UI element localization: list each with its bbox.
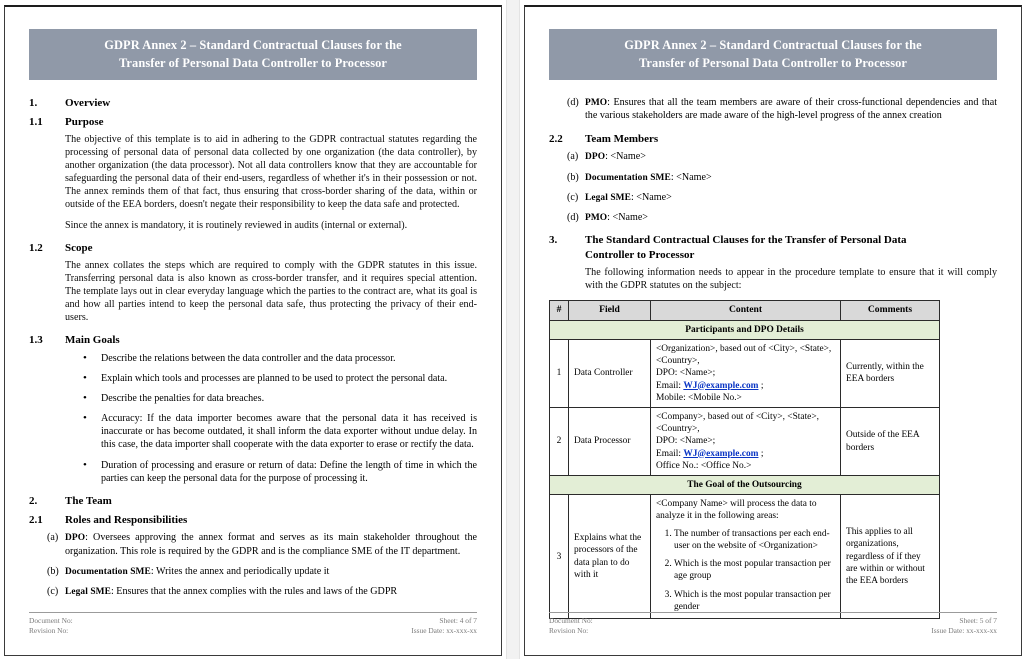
footer-issue-date: Issue Date: xx-xxx-xx: [931, 626, 997, 636]
column-header-comments: Comments: [841, 301, 940, 320]
item-text: : Ensures that the annex complies with the rules and laws of the GDPR: [110, 586, 398, 598]
item-text: : <Name>: [607, 212, 648, 224]
heading-number: 1.: [29, 97, 38, 110]
item-role: Documentation SME: [585, 172, 671, 183]
page-footer-left: [29, 612, 477, 637]
list-item: • Duration of processing and erasure or return of data: Define the length of time in which the parties can keep the personal data for the purpose of processing it.: [101, 459, 477, 485]
cell-comments: This applies to all organizations, regardless of if they are within or without the EEA borders: [841, 495, 940, 619]
footer-issue-date: Issue Date: xx-xxx-xx: [411, 626, 477, 636]
content-line-email: [656, 448, 835, 460]
heading-1-2-scope: [29, 241, 477, 256]
cell-content: [651, 407, 841, 475]
page-gutter: [506, 0, 520, 659]
content-line: DPO: <Name>;: [656, 436, 716, 447]
list-item: [29, 585, 477, 598]
email-prefix-label: Email:: [656, 448, 684, 459]
item-body: [585, 191, 997, 204]
list-item: • Describe the relations between the data controller and the data processor.: [101, 352, 477, 365]
item-body: [585, 150, 997, 163]
item-label: (d): [567, 212, 579, 224]
footer-revision-no: Revision No:: [549, 626, 589, 636]
footer-right-block: [411, 616, 477, 637]
page-sheet-4: [4, 5, 502, 656]
gdpr-requirements-table: [549, 300, 940, 619]
item-role: Legal SME: [585, 192, 631, 203]
item-body: [65, 585, 477, 598]
heading-text: The Standard Contractual Clauses for the Transfer of Personal Data Controller to Processor: [585, 234, 907, 262]
item-text: : Ensures that all the team members are aware of their cross-functional dependencies and that the various stakeholders are made aware of the high-level progress of the annex creation: [585, 97, 997, 122]
item-body: [65, 565, 477, 578]
content-line-email: [656, 380, 835, 392]
heading-text: Overview: [65, 97, 111, 110]
item-body: [65, 531, 477, 557]
paragraph-scope-1: The annex collates the steps which are required to comply with the GDPR statutes in this issue. Transferring personal data is also known as cross-border transfer, and it requires special attention. The template lays out in clear everyday language which the parties to the contract are, what its goal is and how all parties intend to keep the personal data safe, thus protecting the privacy of their end-users.: [65, 259, 477, 323]
list-item: 3. Which is the most popular transaction per gender: [674, 589, 835, 613]
page-banner-left: [29, 29, 477, 80]
banner-line-2: Transfer of Personal Data Controller to Processor: [638, 55, 908, 70]
list-item: • Explain which tools and processes are planned to be used to protect the personal data.: [101, 372, 477, 385]
footer-document-no: Document No:: [549, 615, 593, 625]
paragraph-purpose-1: The objective of this template is to aid in adhering to the GDPR contractual statutes regarding the processing of personal data of personal data collected by one organization (the data controller), by another organization (the data processor). Not all data controllers know that they are accountable for safeguarding the personal data of their end-users, regardless of whether it's in their possession or not. The annex reminds them of that fact, thus ensuring that cross-border sharing of the data, within or outside of the EEA borders, doesn't negate their responsibility to keep the data safe and protected.: [65, 133, 477, 211]
heading-1-3-main-goals: [29, 333, 477, 348]
item-body: [585, 96, 997, 122]
content-line: <Country>,: [656, 356, 700, 367]
item-role: PMO: [585, 213, 608, 224]
heading-text: Main Goals: [65, 334, 120, 347]
item-role: DPO: [585, 152, 606, 163]
section-title-goal-outsourcing: The Goal of the Outsourcing: [550, 476, 940, 495]
list-item: 2. Which is the most popular transaction per age group: [674, 558, 835, 582]
item-label: (a): [567, 151, 579, 163]
footer-right-block: [931, 616, 997, 637]
list-item: [29, 531, 477, 557]
heading-1-overview: [29, 96, 477, 111]
cell-content: [651, 339, 841, 407]
banner-line-1: GDPR Annex 2 – Standard Contractual Clauses for the: [624, 38, 922, 52]
content-line: <Country>,: [656, 424, 700, 435]
footer-document-no: Document No:: [29, 615, 73, 625]
content-line: <Organization>, based out of <City>, <State>,: [656, 343, 832, 354]
item-label: (c): [567, 191, 579, 203]
content-line: Mobile: <Mobile No.>: [656, 392, 742, 403]
list-item: [549, 96, 997, 122]
list-item: [549, 211, 997, 224]
list-item: 1. The number of transactions per each end-user on the website of <Organization>: [674, 528, 835, 552]
heading-2-1-roles: [29, 513, 477, 528]
heading-3-standard-clauses: [549, 233, 997, 263]
table-row: [550, 339, 940, 407]
email-link[interactable]: WJ@example.com: [683, 448, 759, 459]
heading-1-1-purpose: [29, 115, 477, 130]
item-label: (b): [567, 171, 579, 183]
heading-2-2-team-members: [549, 132, 997, 147]
item-label: (a): [47, 532, 59, 544]
roles-lettered-list: [29, 531, 477, 598]
item-body: [585, 171, 997, 184]
heading-text: The Team: [65, 494, 112, 507]
table-section-row: [550, 476, 940, 495]
cell-field: Explains what the processors of the data plan to do with it: [569, 495, 651, 619]
item-text: : <Name>: [630, 191, 672, 203]
page-footer-right: [549, 612, 997, 637]
email-link[interactable]: WJ@example.com: [683, 380, 759, 391]
table-row: [550, 407, 940, 475]
column-header-number: #: [550, 301, 569, 320]
banner-line-2: Transfer of Personal Data Controller to Processor: [118, 55, 388, 70]
heading-text: Scope: [65, 241, 93, 254]
heading-number: 1.3: [29, 334, 43, 347]
list-item: • Accuracy: If the data importer becomes aware that the personal data it has received is inaccurate or has become outdated, it shall inform the data exporter without undue delay. In this case, the data importer shall cooperate with the data exporter to erase or rectify the data.: [101, 412, 477, 451]
paragraph-section-3-intro: The following information needs to appear in the procedure template to ensure that it will comply with the GDPR statutes on the subject:: [585, 266, 997, 292]
table-header-row: [550, 301, 940, 320]
heading-text: Team Members: [585, 132, 659, 145]
banner-line-1: GDPR Annex 2 – Standard Contractual Clauses for the: [104, 38, 402, 52]
footer-sheet-number: Sheet: 4 of 7: [439, 615, 477, 625]
content-intro: <Company Name> will process the data to analyze it in the following areas:: [656, 499, 817, 522]
main-goals-bullet-list: [29, 352, 477, 485]
cell-content: [651, 495, 841, 619]
content-line: <Company>, based out of <City>, <State>,: [656, 411, 819, 422]
item-label: (c): [47, 586, 59, 598]
heading-text: Roles and Responsibilities: [65, 513, 188, 526]
item-role: DPO: [65, 533, 86, 544]
heading-number: 3.: [549, 234, 558, 247]
email-suffix: ;: [758, 448, 764, 459]
column-header-content: Content: [651, 301, 841, 320]
item-role: Legal SME: [65, 587, 111, 598]
section-title-participants: Participants and DPO Details: [550, 320, 940, 339]
page-banner-right: [549, 29, 997, 80]
item-text: : Writes the annex and periodically update it: [150, 565, 330, 577]
content-line: Office No.: <Office No.>: [656, 460, 752, 471]
team-members-lettered-list: [549, 150, 997, 224]
heading-number: 2.2: [549, 132, 563, 145]
item-body: [585, 211, 997, 224]
cell-row-number: 3: [550, 495, 569, 619]
list-item: [549, 150, 997, 163]
content-numbered-list: [656, 528, 835, 613]
table-section-row: [550, 320, 940, 339]
item-label: (b): [47, 565, 59, 577]
list-item: [549, 191, 997, 204]
content-line: DPO: <Name>;: [656, 368, 716, 379]
cell-field: Data Controller: [569, 339, 651, 407]
item-text: : <Name>: [670, 171, 712, 183]
heading-2-the-team: [29, 494, 477, 509]
heading-number: 1.1: [29, 116, 43, 129]
item-text: : <Name>: [605, 151, 646, 163]
cell-row-number: 1: [550, 339, 569, 407]
footer-revision-no: Revision No:: [29, 626, 69, 636]
email-suffix: ;: [758, 380, 764, 391]
cell-comments: Currently, within the EEA borders: [841, 339, 940, 407]
roles-lettered-list-continued: [549, 96, 997, 122]
heading-number: 1.2: [29, 241, 43, 254]
item-text: : Oversees approving the annex format and serves as its main stakeholder throughout the organization. This role is required by the GDPR and is the compliance SME of the IT department.: [65, 532, 477, 557]
footer-left-block: [29, 616, 73, 637]
email-prefix-label: Email:: [656, 380, 684, 391]
footer-left-block: [549, 616, 593, 637]
heading-text: Purpose: [65, 116, 104, 129]
item-role: PMO: [585, 98, 608, 109]
heading-number: 2.1: [29, 513, 43, 526]
column-header-field: Field: [569, 301, 651, 320]
page-sheet-5: [524, 5, 1022, 656]
cell-field: Data Processor: [569, 407, 651, 475]
paragraph-purpose-2: Since the annex is mandatory, it is routinely reviewed in audits (internal or external).: [65, 219, 408, 231]
list-item: [549, 171, 997, 184]
cell-row-number: 2: [550, 407, 569, 475]
cell-comments: Outside of the EEA borders: [841, 407, 940, 475]
heading-number: 2.: [29, 494, 38, 507]
list-item: [29, 565, 477, 578]
list-item: • Describe the penalties for data breaches.: [101, 392, 477, 405]
item-role: Documentation SME: [65, 566, 151, 577]
table-row: [550, 495, 940, 619]
item-label: (d): [567, 97, 579, 109]
footer-sheet-number: Sheet: 5 of 7: [959, 615, 997, 625]
